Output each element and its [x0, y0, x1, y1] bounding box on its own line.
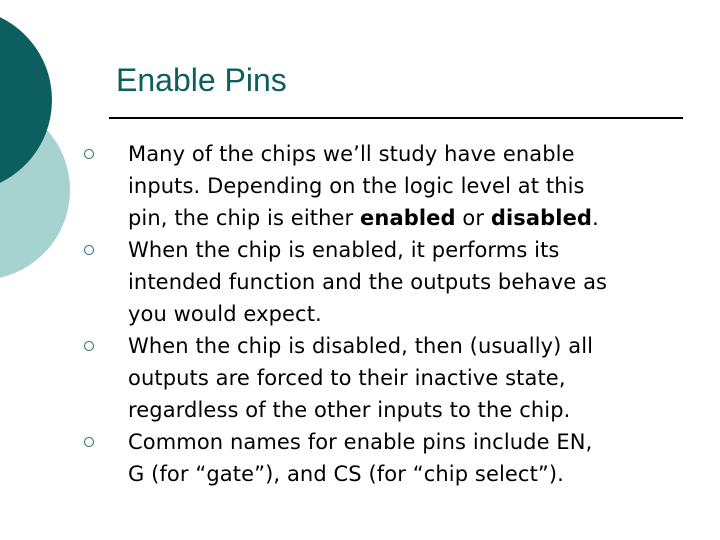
bullet-text-line: When the chip is disabled, then (usually) all	[128, 334, 594, 358]
bullet-text-line: outputs are forced to their inactive state,	[128, 366, 566, 390]
bullet-text-line: regardless of the other inputs to the chip.	[128, 398, 571, 422]
title-underline	[109, 117, 683, 119]
bullet-text-line: G (for “gate”), and CS (for “chip select”).	[128, 462, 564, 486]
hollow-circle-bullet-icon	[84, 245, 94, 255]
bullet-item	[0, 426, 720, 490]
hollow-circle-bullet-icon	[84, 341, 94, 351]
bullet-item	[0, 234, 720, 330]
bullet-text-line: pin, the chip is either	[128, 206, 361, 230]
bullet-item	[0, 330, 720, 426]
bullet-text-line: .	[592, 206, 599, 230]
bullet-text-line: or	[455, 206, 491, 230]
slide-title: Enable Pins	[116, 62, 287, 98]
bold-term-disabled: disabled	[490, 206, 593, 230]
bold-term-enabled: enabled	[360, 206, 456, 230]
bullet-text-line: Common names for enable pins include EN,	[128, 430, 593, 454]
bullet-text-line: inputs. Depending on the logic level at this	[128, 174, 585, 198]
bullet-item	[0, 138, 720, 234]
bullet-text-line: you would expect.	[128, 302, 322, 326]
bullet-text	[128, 426, 688, 490]
bullet-text-line: When the chip is enabled, it performs its	[128, 238, 560, 262]
bullet-list	[0, 138, 720, 490]
hollow-circle-bullet-icon	[84, 437, 94, 447]
bullet-text-line: intended function and the outputs behave as	[128, 270, 608, 294]
bullet-text	[128, 138, 688, 234]
hollow-circle-bullet-icon	[84, 149, 94, 159]
bullet-text	[128, 234, 688, 330]
bullet-text	[128, 330, 688, 426]
bullet-text-line: Many of the chips we’ll study have enable	[128, 142, 575, 166]
